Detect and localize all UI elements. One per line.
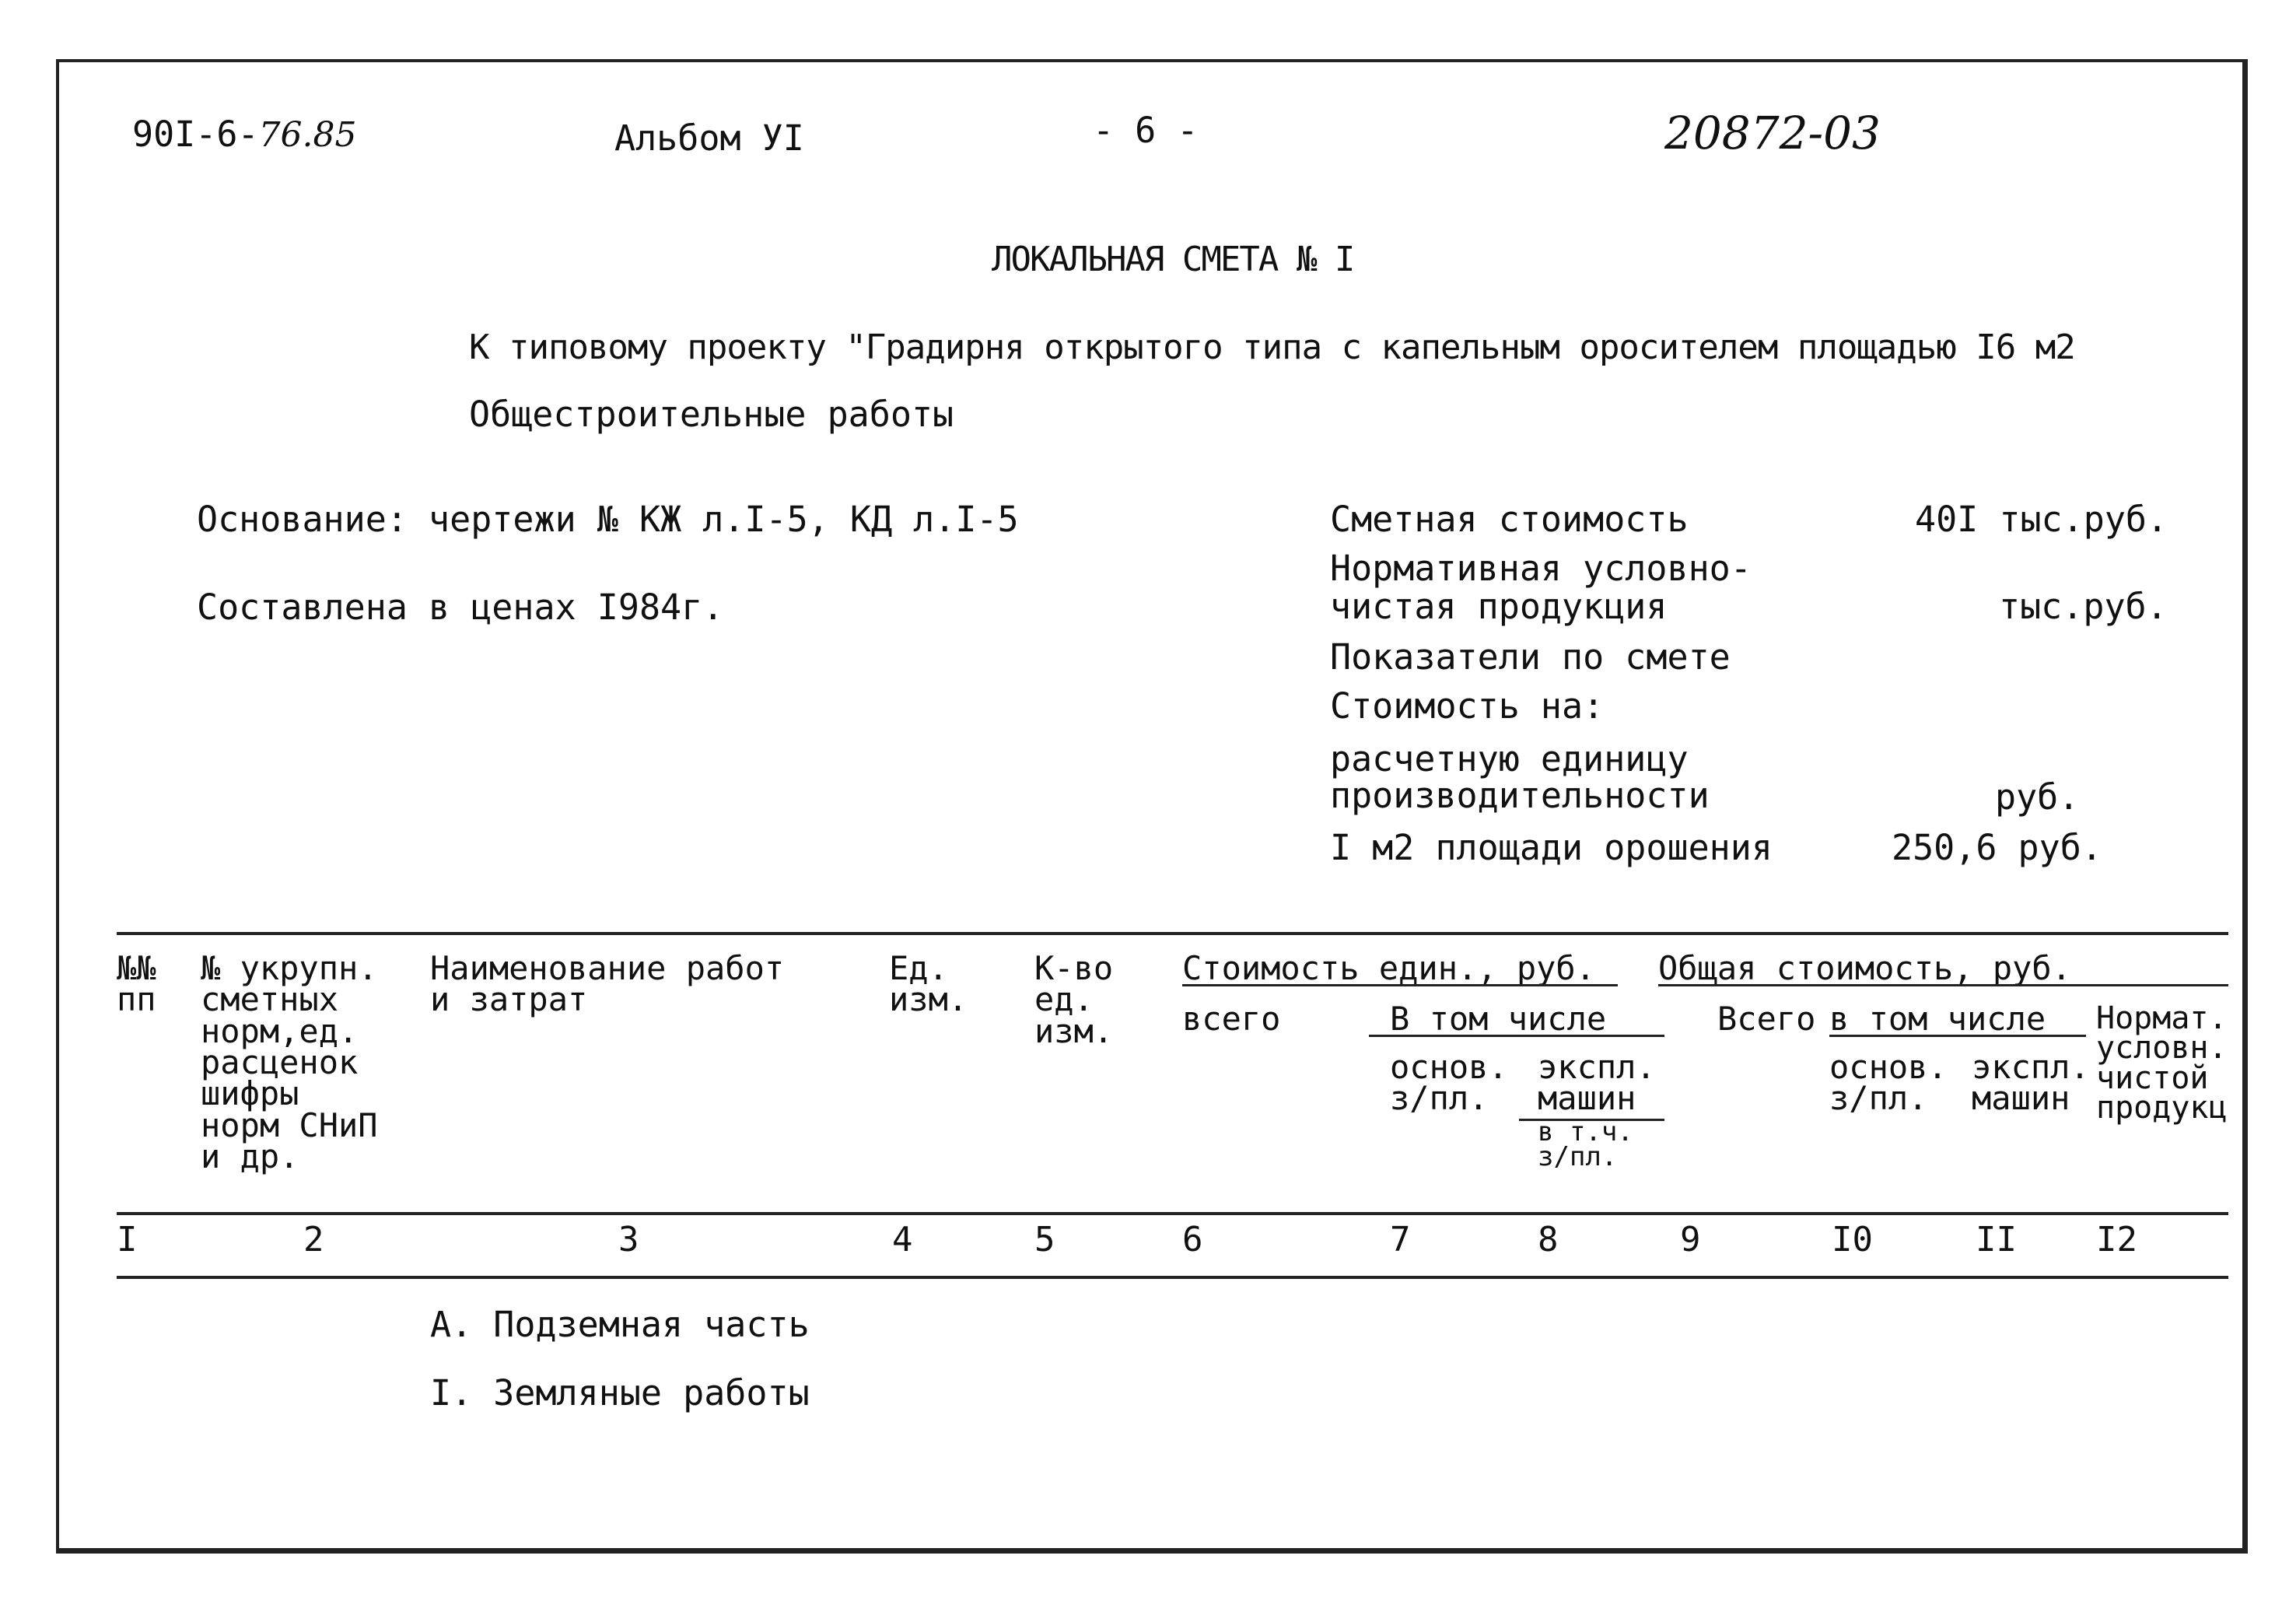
col-number-10: I0 <box>1832 1220 1873 1259</box>
page-frame <box>56 59 2248 1554</box>
col-number-1: I <box>117 1220 138 1259</box>
work-type: Общестроительные работы <box>469 394 954 435</box>
unit-cost-underline <box>1182 984 1618 986</box>
col-6-header: всего <box>1182 1000 1281 1038</box>
col-1-header: №№ пп <box>117 949 156 1019</box>
col-12-header: Нормат. условн. чистой продукц <box>2096 1000 2228 1126</box>
unit-cost-group-header: Стоимость един., руб. <box>1182 949 1596 987</box>
table-top-rule <box>117 932 2228 935</box>
col-8-header: экспл. машин в т.ч. з/пл. <box>1538 1048 1656 1173</box>
doc-code-handwritten: 76.85 <box>258 115 357 155</box>
normative-label-1: Нормативная условно- <box>1330 548 1752 589</box>
col-8-underline <box>1519 1119 1664 1121</box>
col-number-3: 3 <box>618 1220 639 1259</box>
doc-code <box>132 114 357 155</box>
page-title: ЛОКАЛЬНАЯ СМЕТА № I <box>992 240 1354 279</box>
page-number: - 6 - <box>1093 110 1199 151</box>
col-number-11: II <box>1976 1220 2017 1259</box>
unit-value: руб. <box>1995 776 2080 818</box>
header-bottom-rule <box>117 1212 2228 1215</box>
inventory-number: 20872-03 <box>1664 107 1881 159</box>
section-heading: А. Подземная часть <box>430 1304 810 1345</box>
col-number-5: 5 <box>1034 1220 1055 1259</box>
unit-label-2: производительности <box>1330 775 1710 816</box>
numbers-bottom-rule <box>117 1276 2228 1279</box>
unit-label-1: расчетную единицу <box>1330 738 1689 779</box>
doc-code-printed: 90I-6- <box>132 114 259 155</box>
total-cost-underline <box>1658 984 2228 986</box>
indicators-label: Показатели по смете <box>1330 636 1731 678</box>
col-9-header: Всего <box>1717 1000 1816 1038</box>
incl-total-header: в том числе <box>1829 1000 2046 1038</box>
cost-per-label: Стоимость на: <box>1330 685 1605 727</box>
incl-unit-underline <box>1369 1035 1664 1037</box>
col-number-7: 7 <box>1390 1220 1411 1259</box>
col-number-12: I2 <box>2096 1220 2137 1259</box>
incl-unit-header: В том числе <box>1390 1000 1607 1038</box>
prices-text: Составлена в ценах I984г. <box>197 587 724 628</box>
incl-total-underline <box>1829 1035 2086 1037</box>
normative-value: тыс.руб. <box>1999 586 2168 627</box>
col-2-header: № укрупн. сметных норм,ед. расценок шифры норм СНиП и др. <box>201 949 378 1175</box>
subsection-heading: I. Земляные работы <box>430 1372 810 1414</box>
col-5-header: К-во ед. изм. <box>1034 949 1114 1050</box>
area-label: I м2 площади орошения <box>1330 827 1773 868</box>
basis-text: Основание: чертежи № КЖ л.I-5, КД л.I-5 <box>197 499 1019 540</box>
col-7-header: основ. з/пл. <box>1390 1048 1508 1118</box>
col-number-4: 4 <box>892 1220 913 1259</box>
col-11-header: экспл. машин <box>1972 1048 2090 1118</box>
col-number-2: 2 <box>303 1220 324 1259</box>
total-cost-group-header: Общая стоимость, руб. <box>1658 949 2072 987</box>
col-4-header: Ед. изм. <box>889 949 968 1019</box>
col-number-8: 8 <box>1538 1220 1559 1259</box>
album-label: Альбом УI <box>614 117 804 159</box>
col-10-header: основ. з/пл. <box>1829 1048 1948 1118</box>
estimated-cost-value: 40I тыс.руб. <box>1915 499 2168 540</box>
estimated-cost-label: Сметная стоимость <box>1330 499 1689 540</box>
area-value: 250,6 руб. <box>1892 827 2102 868</box>
col-number-9: 9 <box>1680 1220 1701 1259</box>
project-line: К типовому проекту "Градирня открытого типа с капельным оросителем площадью I6 м2 <box>469 328 2075 367</box>
normative-label-2: чистая продукция <box>1330 586 1668 627</box>
col-3-header: Наименование работ и затрат <box>430 949 785 1019</box>
col-number-6: 6 <box>1182 1220 1203 1259</box>
